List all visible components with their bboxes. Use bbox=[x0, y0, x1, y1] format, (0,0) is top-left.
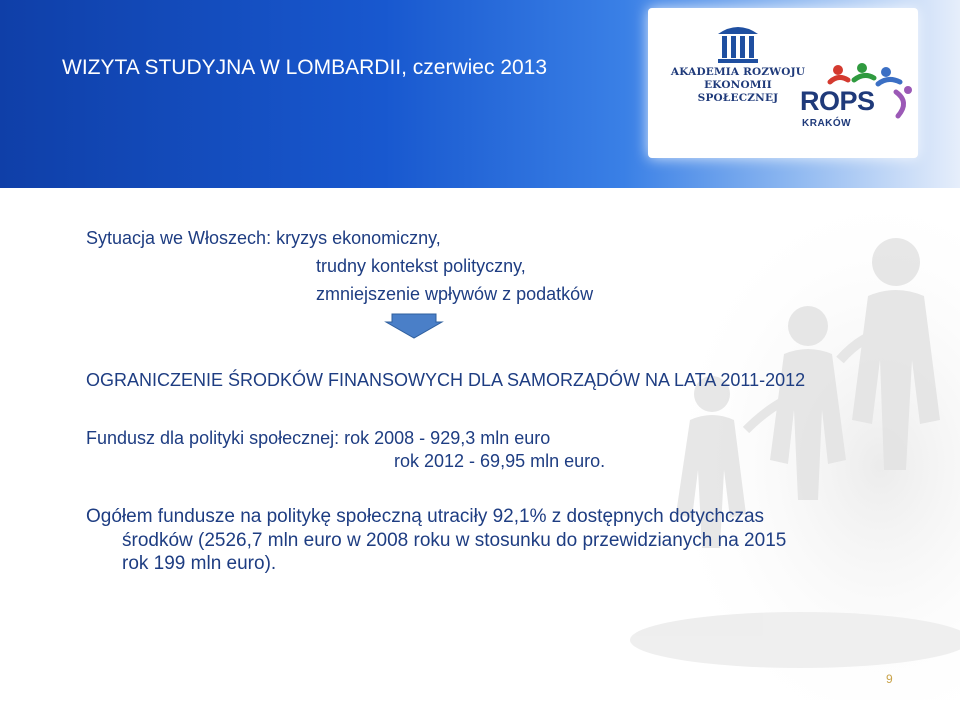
akademia-name-line1: AKADEMIA ROZWOJU bbox=[670, 66, 806, 78]
rops-name: ROPS bbox=[800, 86, 875, 116]
situation-line-1: Sytuacja we Włoszech: kryzys ekonomiczny, bbox=[86, 228, 441, 248]
summary-line-1: Ogółem fundusze na politykę społeczną utraciły 92,1% z dostępnych dotychczas bbox=[86, 506, 765, 527]
slide-title: WIZYTA STUDYJNA W LOMBARDII, czerwiec 2013 bbox=[62, 56, 548, 79]
page-number: 9 bbox=[886, 672, 893, 686]
rops-logo bbox=[788, 62, 916, 142]
akademia-name-line2: EKONOMII SPOŁECZNEJ bbox=[697, 79, 779, 104]
summary-line-3: rok 199 mln euro). bbox=[122, 553, 277, 574]
header-banner bbox=[0, 0, 960, 188]
rops-city: KRAKÓW bbox=[802, 118, 852, 129]
summary-line-2: środków (2526,7 mln euro w 2008 roku w stosunku do przewidzianych na 2015 bbox=[122, 530, 787, 551]
akademia-name bbox=[668, 66, 808, 105]
limitation-heading: OGRANICZENIE ŚRODKÓW FINANSOWYCH DLA SAMORZĄDÓW NA LATA 2011-2012 bbox=[86, 370, 806, 390]
fund-line-1: Fundusz dla polityki społecznej: rok 2008 - 929,3 mln euro bbox=[86, 428, 551, 448]
fund-line-2: rok 2012 - 69,95 mln euro. bbox=[394, 451, 606, 471]
akademia-logo bbox=[668, 18, 808, 104]
situation-line-2: trudny kontekst polityczny, bbox=[316, 256, 526, 276]
logos-panel bbox=[648, 8, 918, 158]
building-columns-icon bbox=[714, 18, 762, 66]
down-arrow-icon bbox=[384, 312, 444, 340]
situation-line-3: zmniejszenie wpływów z podatków bbox=[316, 284, 594, 304]
